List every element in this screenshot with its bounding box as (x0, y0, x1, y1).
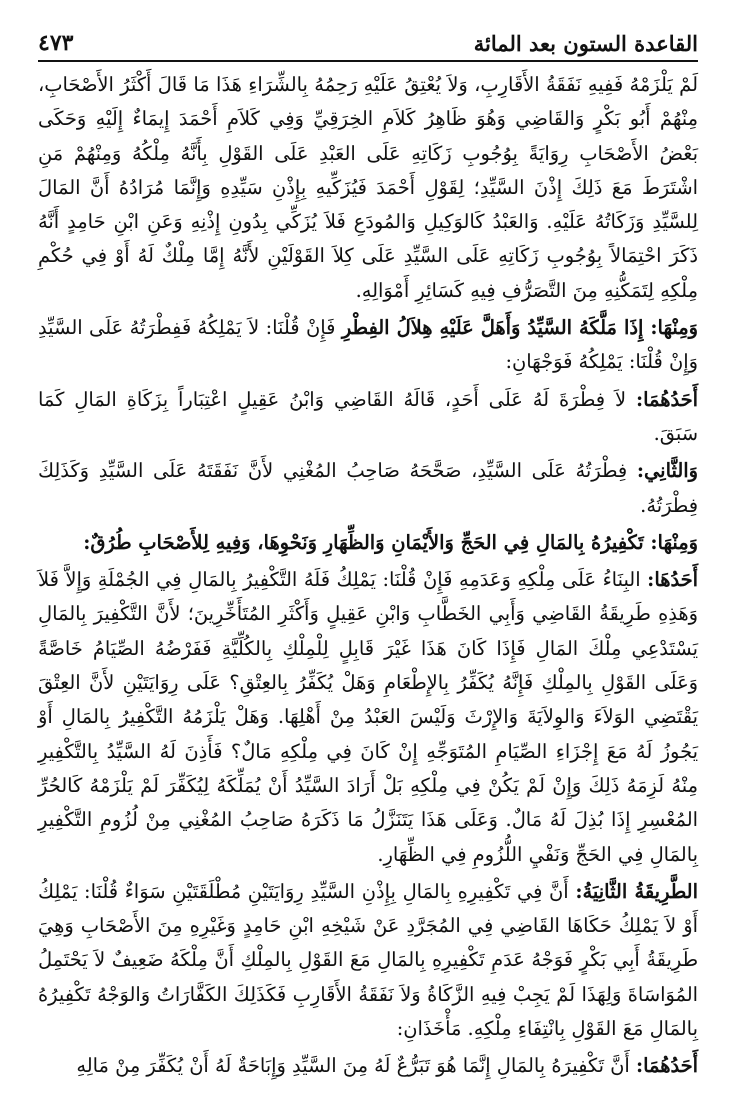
paragraph-3 (38, 383, 698, 452)
paragraph-text: لَمْ يَلْزَمْهُ فَفِيهِ نَفَقَةُ الأَقَارِبِ، وَلاَ يُعْتِقُ عَلَيْهِ رَحِمُهُ بِالشِّرَاءِ هَذَا مَا قَالَ أَكْثَرُ الأَصْحَابِ، مِنْهُمْ أَبُو بَكْرٍ وَالقَاضِي وَهُوَ ظَاهِرُ كَلاَمِ الخِرَقِيِّ وَفِي كَلاَمِ أَحْمَدَ إِيمَاءٌ إِلَيْهِ وَحَكَى بَعْضُ الأَصْحَابِ رِوَايَةً بِوُجُوبِ زَكَاتِهِ عَلَى العَبْدِ عَلَى القَوْلِ بِأَنَّهُ مِلْكُهُ وَمِنْهُمْ مَنِ اشْتَرَطَ مَعَ ذَلِكَ إِذْنَ السَّيِّدِ؛ لِقَوْلِ أَحْمَدَ فَيُزَكِّيهِ بِإِذْنِ سَيِّدِهِ وَإِنَّمَا مُرَادُهُ أَنَّ المَالَ لِلسَّيِّدِ وَزَكَاتُهُ عَلَيْهِ. وَالعَبْدُ كَالوَكِيلِ وَالمُودَعِ فَلاَ يُزَكِّي بِدُونِ إِذْنِهِ وَعَنِ ابْنِ حَامِدٍ أَنَّهُ ذَكَرَ احْتِمَالاً بِوُجُوبِ زَكَاتِهِ عَلَى السَّيِّدِ عَلَى كِلاَ القَوْلَيْنِ لأَنَّهُ إِمَّا مِلْكٌ لَهُ أَوْ فِي حُكْمِ مِلْكِهِ لِتَمَكُّنِهِ مِنَ التَّصَرُّفِ فِيهِ كَسَائِرِ أَمْوَالِهِ. (38, 73, 698, 302)
paragraph-6 (38, 563, 698, 872)
page-number: ٤٧٣ (38, 30, 74, 56)
paragraph-7 (38, 875, 698, 1046)
paragraph-text: أَنَّ تَكْفِيرَهُ بِالمَالِ إِنَّمَا هُوَ تَبَرُّعٌ لَهُ مِنَ السَّيِّدِ وَإِبَاحَةٌ لَهُ أَنْ يُكَفِّرَ مِنْ مَالِهِ (76, 1054, 636, 1078)
paragraph-text: لاَ فِطْرَةَ لَهُ عَلَى أَحَدٍ، قَالَهُ القَاضِي وَابْنُ عَقِيلٍ اعْتِبَاراً بِزَكَاةِ المَالِ كَمَا سَبَقَ. (38, 387, 698, 445)
header-rule (38, 60, 698, 62)
paragraph-text: فِطْرَتُهُ عَلَى السَّيِّدِ، صَحَّحَهُ صَاحِبُ المُغْنِي لأَنَّ نَفَقَتَهُ عَلَى السَّيِّدِ وَكَذَلِكَ فِطْرَتُهُ. (38, 459, 698, 517)
page-body (38, 68, 698, 1084)
paragraph-lead: الطَّرِيقَةُ الثَّانِيَةُ: (575, 879, 698, 903)
paragraph-4 (38, 454, 698, 523)
paragraph-lead: أَحَدُهَا: (647, 568, 698, 592)
paragraph-5 (38, 526, 698, 560)
paragraph-lead: وَمِنْهَا: تَكْفِيرُهُ بِالمَالِ فِي الحَجِّ وَالأَيْمَانِ وَالظِّهَارِ وَنَحْوِهَا، وَفِيهِ لِلأَصْحَابِ طُرُقٌ: (83, 530, 698, 554)
paragraph-lead: أَحَدُهُمَا: (635, 387, 698, 411)
page-header (38, 18, 698, 56)
paragraph-text: فَإِنْ قُلْنَا: لاَ يَمْلِكُهُ فَفِطْرَتُهُ عَلَى السَّيِّدِ وَإِنْ قُلْنَا: يَمْلِكُهُ فَوَجْهَانِ: (38, 316, 698, 374)
paragraph-lead: أَحَدُهُمَا: (635, 1054, 698, 1078)
paragraph-text: أَنَّ فِي تَكْفِيرِهِ بِالمَالِ بِإِذْنِ السَّيِّدِ رِوَايَتَيْنِ مُطْلَقَتَيْنِ سَوَاءٌ قُلْنَا: يَمْلِكُ أَوْ لاَ يَمْلِكُ حَكَاهَا القَاضِي فِي المُجَرَّدِ عَنْ شَيْخِهِ ابْنِ حَامِدٍ وَغَيْرِهِ مِنَ الأَصْحَابِ وَهِيَ طَرِيقَةُ أَبِي بَكْرٍ فَوَجْهُ عَدَمِ تَكْفِيرِهِ بِالمَالِ مَعَ القَوْلِ بِالمِلْكِ أَنَّ مِلْكَهُ ضَعِيفٌ لاَ يَحْتَمِلُ المُوَاسَاةَ وَلِهَذَا لَمْ يَجِبْ فِيهِ الزَّكَاةُ وَلاَ نَفَقَةُ الأَقَارِبِ فَكَذَلِكَ الكَفَّارَاتُ وَالوَجْهُ تَكْفِيرُهُ بِالمَالِ مَعَ القَوْلِ بِانْتِفَاءِ مِلْكِهِ. مَأْخَذَانِ: (38, 879, 698, 1041)
page-title: القاعدة الستون بعد المائة (473, 31, 698, 56)
paragraph-lead: وَمِنْهَا: إِذَا مَلَّكَهُ السَّيِّدُ وَأَهَلَّ عَلَيْهِ هِلاَلُ الفِطْرِ (341, 316, 698, 340)
paragraph-text: البِنَاءُ عَلَى مِلْكِهِ وَعَدَمِهِ فَإِنْ قُلْنَا: يَمْلِكُ فَلَهُ التَّكْفِيرُ بِالمَالِ فِي الجُمْلَةِ وَإِلاَّ فَلاَ وَهَذِهِ طَرِيقَةُ القَاضِي وَأَبِي الخَطَّابِ وَابْنِ عَقِيلٍ وَأَكْثَرِ المُتَأَخِّرِينَ؛ لأَنَّ التَّكْفِيرَ بِالمَالِ يَسْتَدْعِي مِلْكَ المَالِ فَإِذَا كَانَ هَذَا غَيْرَ قَابِلٍ لِلْمِلْكِ بِالكُلِّيَّةِ فَفَرْضُهُ الصِّيَامُ خَاصَّةً وَعَلَى القَوْلِ بِالمِلْكِ فَإِنَّهُ يُكَفِّرُ بِالإِطْعَامِ وَهَلْ يُكَفِّرُ بِالعِتْقِ؟ عَلَى رِوَايَتَيْنِ لأَنَّ العِتْقَ يَقْتَضِي الوَلاَءَ وَالوِلاَيَةَ وَالإِرْثَ وَلَيْسَ العَبْدُ مِنْ أَهْلِهَا. وَهَلْ يَلْزَمُهُ التَّكْفِيرُ بِالمَالِ أَوْ يَجُوزُ لَهُ مَعَ إِجْزَاءِ الصِّيَامِ المُتَوَجِّهِ إِنْ كَانَ فِي مِلْكِهِ مَالٌ؟ فَأَذِنَ لَهُ السَّيِّدُ بِالتَّكْفِيرِ مِنْهُ لَزِمَهُ ذَلِكَ وَإِنْ لَمْ يَكُنْ فِي مِلْكِهِ بَلْ أَرَادَ السَّيِّدُ أَنْ يُمَلِّكَهُ لِيُكَفِّرَ لَمْ يَلْزَمْهُ كَالحُرِّ المُعْسِرِ إِذَا بُذِلَ لَهُ مَالٌ. وَعَلَى هَذَا يَتَنَزَّلُ مَا ذَكَرَهُ صَاحِبُ المُغْنِي مِنْ لُزُومِ التَّكْفِيرِ بِالمَالِ فِي الحَجِّ وَنَفْيِ اللُّزُومِ فِي الظِّهَارِ. (38, 568, 698, 866)
paragraph-2 (38, 311, 698, 380)
paragraph-lead: وَالثَّانِي: (636, 459, 698, 483)
paragraph-1 (38, 68, 698, 308)
paragraph-8 (38, 1049, 698, 1083)
